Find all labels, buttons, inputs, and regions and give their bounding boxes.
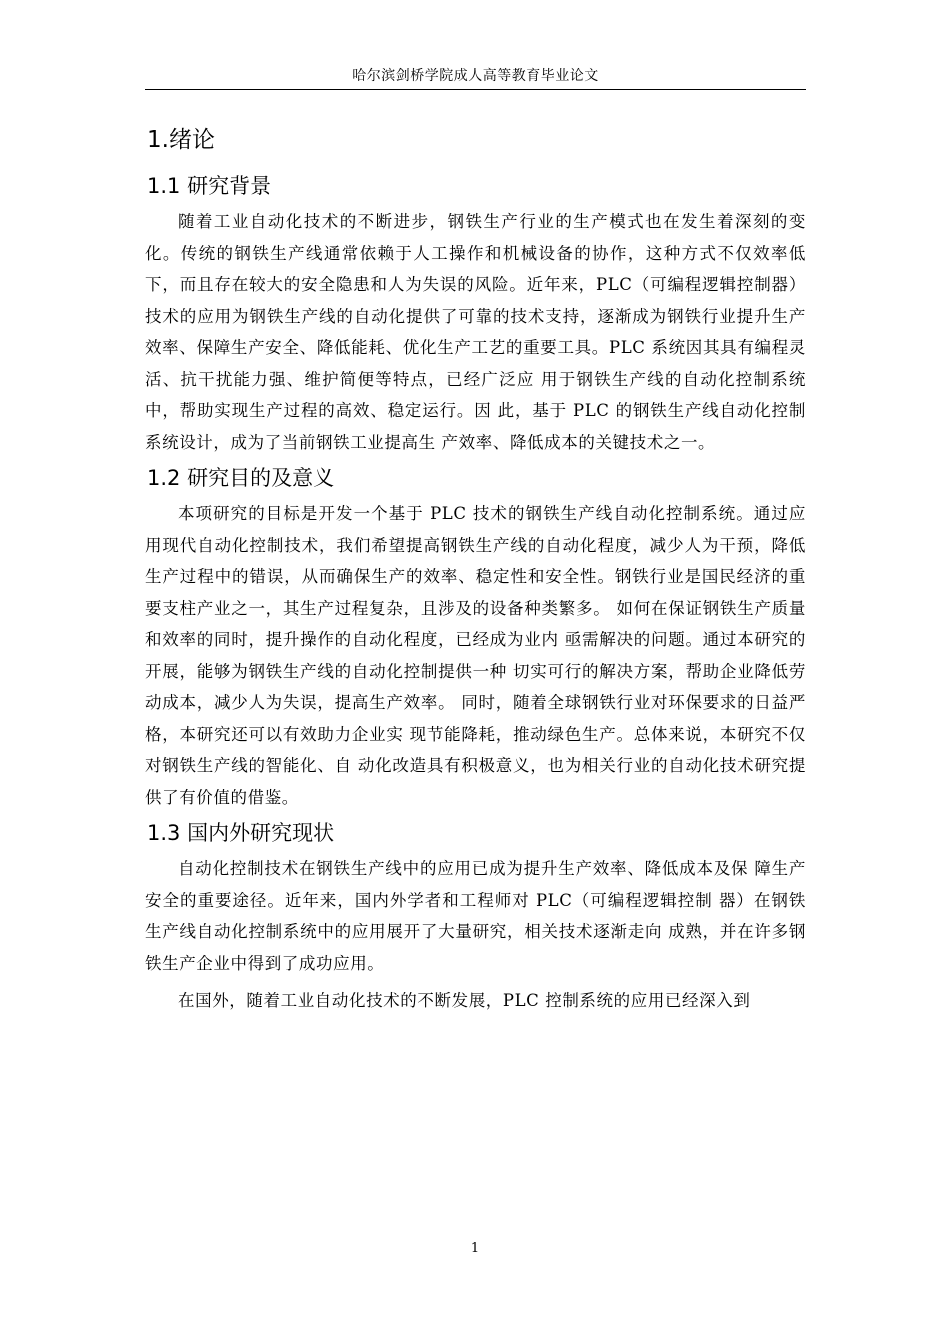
- section-title-status: 1.3 国内外研究现状: [147, 821, 335, 845]
- section-paragraph: 本项研究的目标是开发一个基于 PLC 技术的钢铁生产线自动化控制系统。通过应用现代自动化控制技术，我们希望提高钢铁生产线的自动化程度，减少人为干预，降低生产过程中的错误，从而确保生产的效率、稳定性和安全性。钢铁行业是国民经济的重要支柱产业之一，其生产过程复杂，且涉及的设备种类繁多。 如何在保证钢铁生产质量和效率的同时，提升操作的自动化程度，已经成为业内 亟需解决的问题。通过本研究的开展，能够为钢铁生产线的自动化控制提供一种 切实可行的解决方案，帮助企业降低劳动成本，减少人为失误，提高生产效率。 同时，随着全球钢铁行业对环保要求的日益严格，本研究还可以有效助力企业实 现节能降耗，推动绿色生产。总体来说，本研究不仅对钢铁生产线的智能化、自 动化改造具有积极意义，也为相关行业的自动化技术研究提供了有价值的借鉴。: [145, 504, 806, 807]
- chapter-title: 1.绪论: [147, 127, 215, 153]
- document-body: [145, 118, 806, 1017]
- section-paragraph: 在国外，随着工业自动化技术的不断发展，PLC 控制系统的应用已经深入到: [178, 991, 751, 1010]
- section-title-background: 1.1 研究背景: [147, 174, 272, 198]
- section-paragraph: 随着工业自动化技术的不断进步，钢铁生产行业的生产模式也在发生着深刻的变化。传统的钢铁生产线通常依赖于人工操作和机械设备的协作，这种方式不仅效率低下，而且存在较大的安全隐患和人为失误的风险。近年来，PLC（可编程逻辑控制器）技术的应用为钢铁生产线的自动化提供了可靠的技术支持，逐渐成为钢铁行业提升生产效率、保障生产安全、降低能耗、优化生产工艺的重要工具。PLC 系统因其具有编程灵活、抗干扰能力强、维护简便等特点，已经广泛应 用于钢铁生产线的自动化控制系统中，帮助实现生产过程的高效、稳定运行。因 此，基于 PLC 的钢铁生产线自动化控制系统设计，成为了当前钢铁工业提高生 产效率、降低成本的关键技术之一。: [145, 212, 806, 452]
- page-number: 1: [470, 1241, 480, 1256]
- header-divider: [145, 89, 806, 90]
- section-paragraph: 自动化控制技术在钢铁生产线中的应用已成为提升生产效率、降低成本及保 障生产安全的重要途径。近年来，国内外学者和工程师对 PLC（可编程逻辑控制 器）在钢铁生产线自动化控制系统中的应用展开了大量研究，相关技术逐渐走向 成熟，并在许多钢铁生产企业中得到了成功应用。: [145, 859, 806, 973]
- section-title-purpose: 1.2 研究目的及意义: [147, 466, 335, 490]
- page-header: 哈尔滨剑桥学院成人高等教育毕业论文: [352, 68, 599, 84]
